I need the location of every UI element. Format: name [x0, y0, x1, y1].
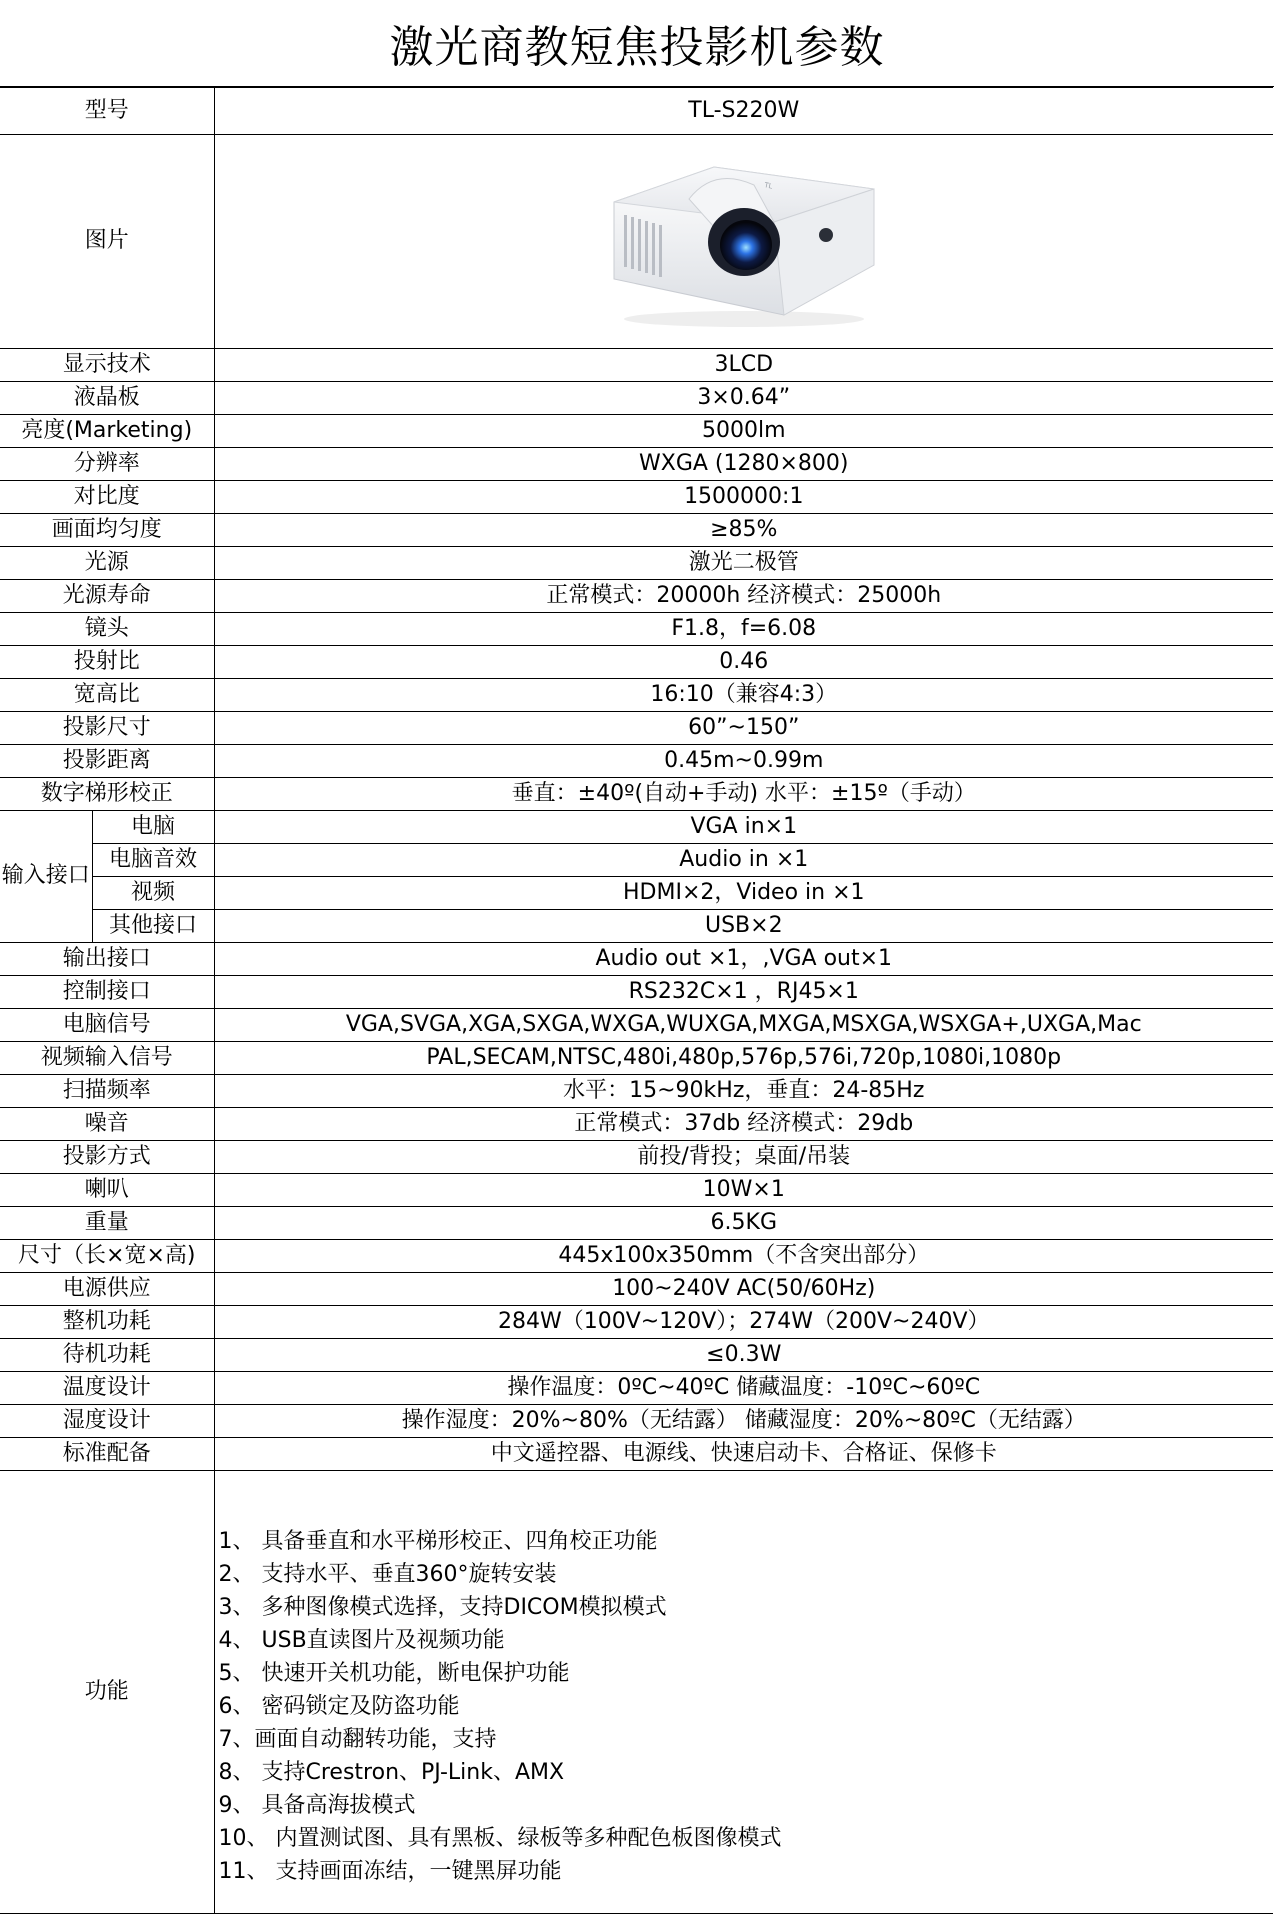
spec-label: 投射比 [0, 646, 214, 679]
spec-row [0, 1108, 1273, 1141]
spec-label: 光源 [0, 547, 214, 580]
spec-row [0, 481, 1273, 514]
spec-label: 投影尺寸 [0, 712, 214, 745]
spec-value: 100~240V AC(50/60Hz) [214, 1273, 1273, 1306]
input-interface-row [0, 844, 1273, 877]
spec-value: 前投/背投；桌面/吊装 [214, 1141, 1273, 1174]
model-label: 型号 [0, 88, 214, 135]
spec-row [0, 1042, 1273, 1075]
spec-label: 镜头 [0, 613, 214, 646]
spec-value: 284W（100V~120V）；274W（200V~240V） [214, 1306, 1273, 1339]
picture-cell [214, 135, 1273, 349]
spec-label: 标准配备 [0, 1438, 214, 1471]
projector-image [594, 147, 894, 337]
spec-row [0, 1174, 1273, 1207]
features-cell [214, 1471, 1273, 1914]
spec-value: RS232C×1 ，RJ45×1 [214, 976, 1273, 1009]
input-interface-value: VGA in×1 [214, 811, 1273, 844]
spec-label: 电脑信号 [0, 1009, 214, 1042]
input-interface-value: USB×2 [214, 910, 1273, 943]
features-list [219, 1497, 1274, 1888]
spec-row [0, 1273, 1273, 1306]
feature-item: 6、 密码锁定及防盗功能 [218, 1693, 460, 1719]
spec-label: 对比度 [0, 481, 214, 514]
spec-row [0, 1141, 1273, 1174]
spec-label: 噪音 [0, 1108, 214, 1141]
picture-label: 图片 [0, 135, 214, 349]
spec-row [0, 1207, 1273, 1240]
spec-row [0, 382, 1273, 415]
spec-label: 喇叭 [0, 1174, 214, 1207]
spec-row [0, 613, 1273, 646]
features-row [0, 1471, 1273, 1914]
spec-value: 正常模式：20000h 经济模式：25000h [214, 580, 1273, 613]
feature-item: 8、 支持Crestron、PJ-Link、AMX [218, 1759, 565, 1785]
spec-row [0, 1306, 1273, 1339]
spec-row [0, 1372, 1273, 1405]
feature-item: 7、画面自动翻转功能，支持 [218, 1726, 497, 1752]
spec-value: 1500000:1 [214, 481, 1273, 514]
picture-row [0, 135, 1273, 349]
spec-value: PAL,SECAM,NTSC,480i,480p,576p,576i,720p,1080i,1080p [214, 1042, 1273, 1075]
input-interface-sub-label: 电脑音效 [92, 844, 214, 877]
spec-value: 中文遥控器、电源线、快速启动卡、合格证、保修卡 [214, 1438, 1273, 1471]
spec-label: 宽高比 [0, 679, 214, 712]
spec-label: 亮度(Marketing) [0, 415, 214, 448]
spec-row [0, 976, 1273, 1009]
spec-value: 5000lm [214, 415, 1273, 448]
spec-value: Audio out ×1，,VGA out×1 [214, 943, 1273, 976]
spec-row [0, 778, 1273, 811]
input-interface-sub-label: 电脑 [92, 811, 214, 844]
spec-row [0, 1339, 1273, 1372]
spec-row [0, 1405, 1273, 1438]
feature-item: 10、 内置测试图、具有黑板、绿板等多种配色板图像模式 [218, 1825, 782, 1851]
spec-row [0, 547, 1273, 580]
input-interface-row [0, 811, 1273, 844]
svg-text:TL: TL [763, 180, 774, 191]
spec-value: 6.5KG [214, 1207, 1273, 1240]
spec-label: 尺寸（长×宽×高) [0, 1240, 214, 1273]
spec-value: 操作温度：0ºC~40ºC 储藏温度：-10ºC~60ºC [214, 1372, 1273, 1405]
input-interface-sub-label: 视频 [92, 877, 214, 910]
spec-row [0, 679, 1273, 712]
spec-value: 0.45m~0.99m [214, 745, 1273, 778]
spec-value: 激光二极管 [214, 547, 1273, 580]
spec-row [0, 745, 1273, 778]
spec-row [0, 1075, 1273, 1108]
spec-row [0, 415, 1273, 448]
spec-label: 光源寿命 [0, 580, 214, 613]
page-title: 激光商教短焦投影机参数 [389, 22, 885, 73]
spec-value: WXGA (1280×800) [214, 448, 1273, 481]
spec-row [0, 514, 1273, 547]
spec-value: 445x100x350mm（不含突出部分） [214, 1240, 1273, 1273]
feature-item: 2、 支持水平、垂直360°旋转安装 [218, 1561, 557, 1587]
spec-label: 投影方式 [0, 1141, 214, 1174]
spec-row [0, 1240, 1273, 1273]
spec-row [0, 712, 1273, 745]
feature-item: 3、 多种图像模式选择，支持DICOM模拟模式 [218, 1594, 667, 1620]
spec-value: 水平：15~90kHz，垂直：24-85Hz [214, 1075, 1273, 1108]
spec-value: 垂直：±40º(自动+手动) 水平：±15º（手动） [214, 778, 1273, 811]
model-value: TL-S220W [214, 88, 1273, 135]
spec-label: 重量 [0, 1207, 214, 1240]
spec-label: 数字梯形校正 [0, 778, 214, 811]
spec-label: 待机功耗 [0, 1339, 214, 1372]
spec-label: 画面均匀度 [0, 514, 214, 547]
spec-row [0, 1009, 1273, 1042]
spec-value: 3×0.64” [214, 382, 1273, 415]
spec-value: F1.8，f=6.08 [214, 613, 1273, 646]
spec-row [0, 1438, 1273, 1471]
feature-item: 5、 快速开关机功能，断电保护功能 [218, 1660, 570, 1686]
spec-value: 60”~150” [214, 712, 1273, 745]
spec-row [0, 943, 1273, 976]
input-interface-row [0, 910, 1273, 943]
spec-row [0, 349, 1273, 382]
feature-item: 4、 USB直读图片及视频功能 [218, 1627, 505, 1653]
spec-value: 3LCD [214, 349, 1273, 382]
input-interface-row [0, 877, 1273, 910]
feature-item: 11、 支持画面冻结，一键黑屏功能 [218, 1858, 562, 1884]
spec-label: 扫描频率 [0, 1075, 214, 1108]
spec-value: ≥85% [214, 514, 1273, 547]
spec-label: 液晶板 [0, 382, 214, 415]
spec-value: 正常模式：37db 经济模式：29db [214, 1108, 1273, 1141]
features-label: 功能 [0, 1471, 214, 1914]
spec-label: 湿度设计 [0, 1405, 214, 1438]
input-interface-sub-label: 其他接口 [92, 910, 214, 943]
spec-label: 整机功耗 [0, 1306, 214, 1339]
feature-item: 1、 具备垂直和水平梯形校正、四角校正功能 [218, 1528, 658, 1554]
spec-value: 10W×1 [214, 1174, 1273, 1207]
spec-row [0, 580, 1273, 613]
spec-label: 显示技术 [0, 349, 214, 382]
spec-label: 控制接口 [0, 976, 214, 1009]
spec-row [0, 646, 1273, 679]
input-interface-value: Audio in ×1 [214, 844, 1273, 877]
spec-label: 分辨率 [0, 448, 214, 481]
spec-label: 温度设计 [0, 1372, 214, 1405]
spec-label: 视频输入信号 [0, 1042, 214, 1075]
input-interface-value: HDMI×2，Video in ×1 [214, 877, 1273, 910]
spec-value: ≤0.3W [214, 1339, 1273, 1372]
spec-label: 电源供应 [0, 1273, 214, 1306]
spec-value: 16:10（兼容4:3） [214, 679, 1273, 712]
spec-label: 输出接口 [0, 943, 214, 976]
feature-item: 9、 具备高海拔模式 [218, 1792, 416, 1818]
input-interface-group-label: 输入接口 [0, 811, 92, 943]
spec-value: 0.46 [214, 646, 1273, 679]
spec-row [0, 448, 1273, 481]
title-row [0, 0, 1274, 87]
spec-value: 操作湿度：20%~80%（无结露） 储藏湿度：20%~80ºC（无结露） [214, 1405, 1273, 1438]
spec-table [0, 87, 1273, 1914]
spec-value: VGA,SVGA,XGA,SXGA,WXGA,WUXGA,MXGA,MSXGA,WSXGA+,UXGA,Mac [214, 1009, 1273, 1042]
spec-label: 投影距离 [0, 745, 214, 778]
model-row [0, 88, 1273, 135]
